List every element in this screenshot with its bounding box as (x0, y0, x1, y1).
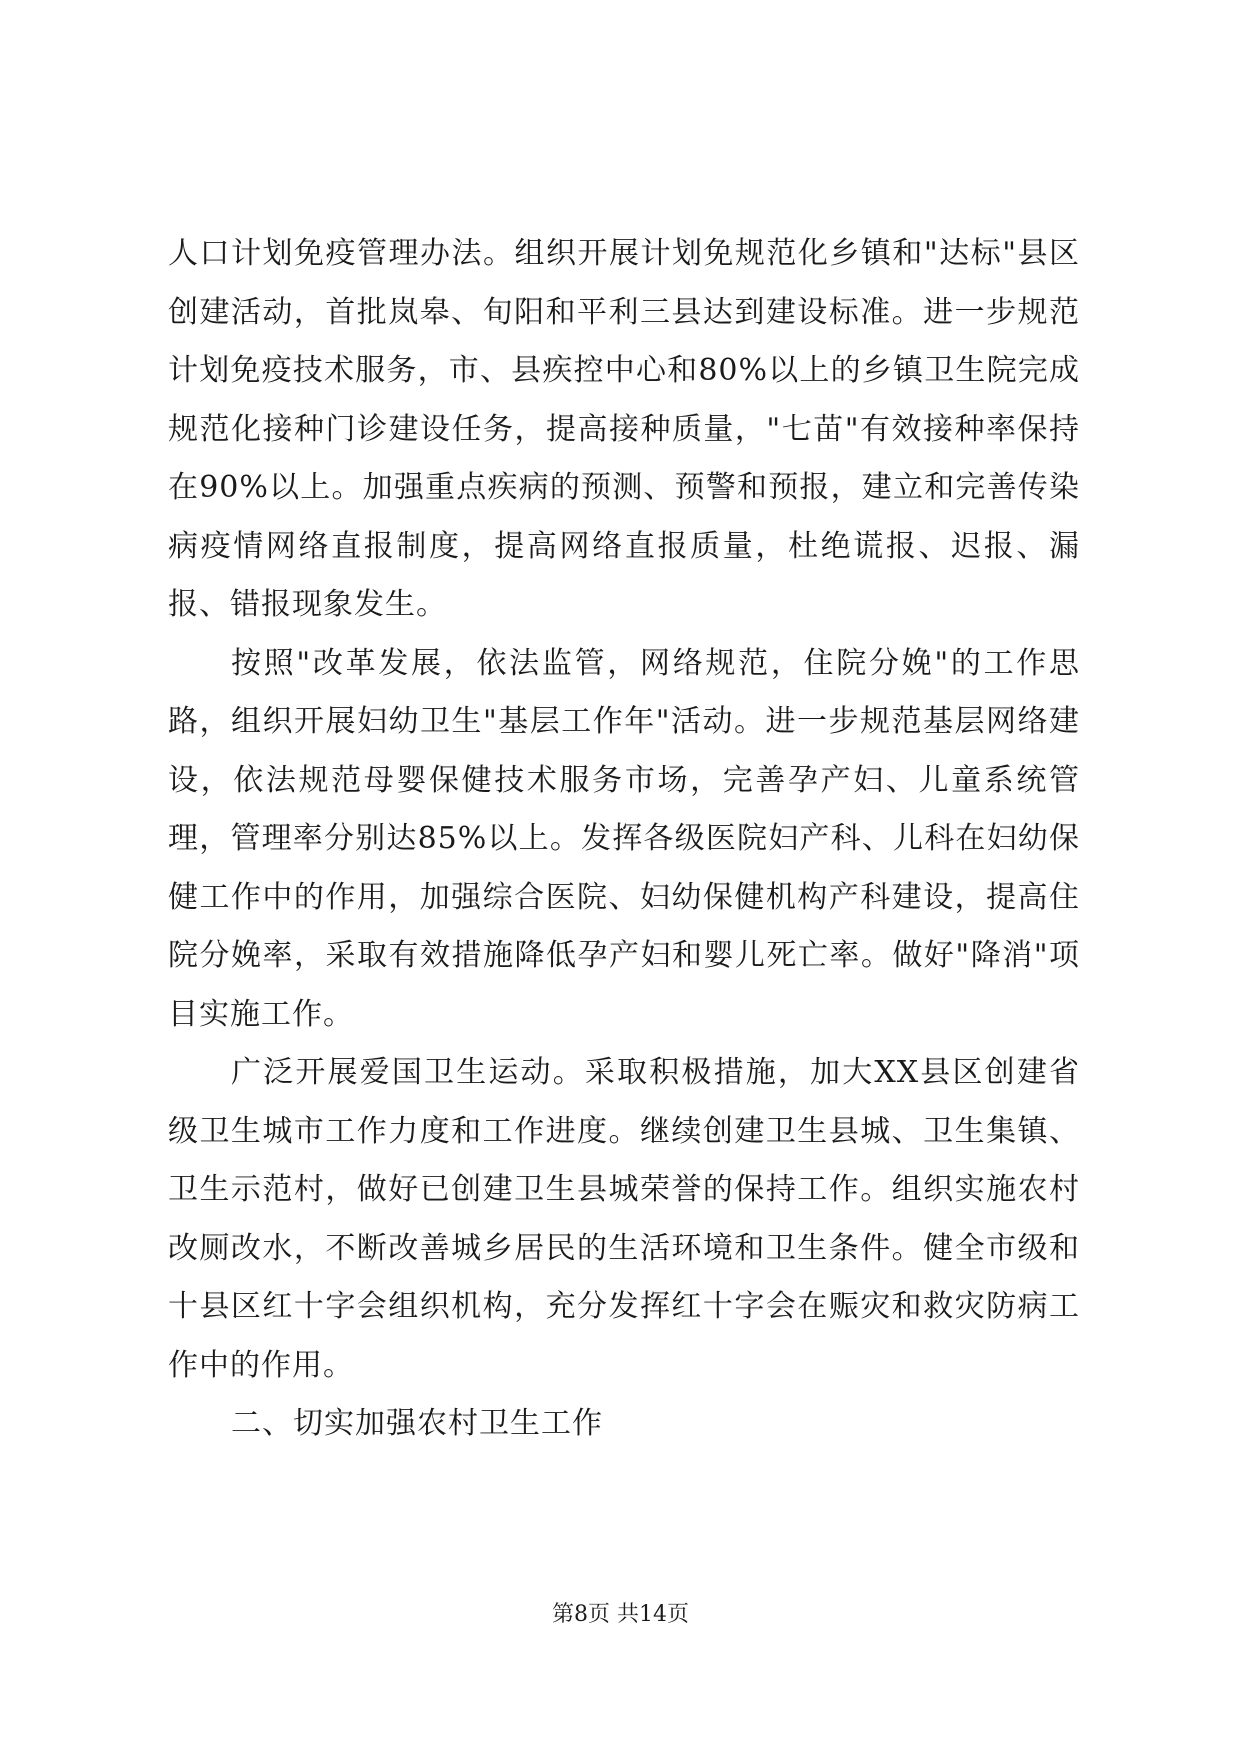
document-body (168, 225, 1080, 1454)
paragraph-patriotic-health-campaign: 广泛开展爱国卫生运动。采取积极措施，加大XX县区创建省级卫生城市工作力度和工作进度。继续创建卫生县城、卫生集镇、卫生示范村，做好已创建卫生县城荣誉的保持工作。组织实施农村改厕改水，不断改善城乡居民的生活环境和卫生条件。健全市级和十县区红十字会组织机构，充分发挥红十字会在赈灾和救灾防病工作中的作用。 (168, 1055, 1080, 1383)
paragraph-maternal-child-health: 按照"改革发展，依法监管，网络规范，住院分娩"的工作思路，组织开展妇幼卫生"基层工作年"活动。进一步规范基层网络建设，依法规范母婴保健技术服务市场，完善孕产妇、儿童系统管理，管理率分别达85%以上。发挥各级医院妇产科、儿科在妇幼保健工作中的作用，加强综合医院、妇幼保健机构产科建设，提高住院分娩率，采取有效措施降低孕产妇和婴儿死亡率。做好"降消"项目实施工作。 (168, 645, 1080, 1032)
section-heading-rural-health: 二、切实加强农村卫生工作 (231, 1406, 603, 1441)
paragraph-immunization: 人口计划免疫管理办法。组织开展计划免规范化乡镇和"达标"县区创建活动，首批岚皋、旬阳和平利三县达到建设标准。进一步规范计划免疫技术服务，市、县疾控中心和80%以上的乡镇卫生院完成规范化接种门诊建设任务，提高接种质量，"七苗"有效接种率保持在90%以上。加强重点疾病的预测、预警和预报，建立和完善传染病疫情网络直报制度，提高网络直报质量，杜绝谎报、迟报、漏报、错报现象发生。 (168, 236, 1080, 622)
page-number-footer: 第8页 共14页 (552, 1602, 689, 1627)
